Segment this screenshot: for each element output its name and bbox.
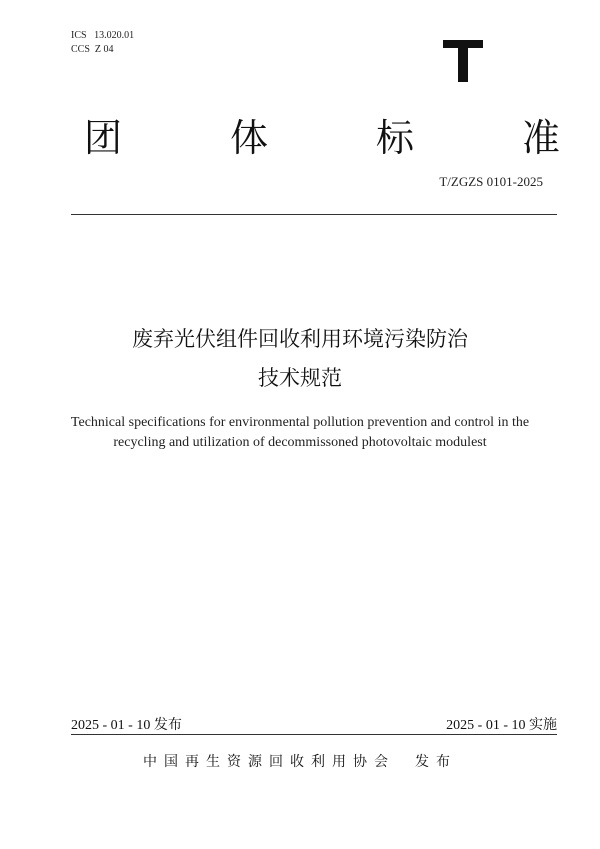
issue-date (71, 716, 182, 735)
publisher-action: 发布 (415, 754, 457, 770)
standard-code: T/ZGZS 0101-2025 (439, 174, 543, 189)
standard-type-char: 准 (521, 116, 560, 160)
standard-type-char: 团 (84, 116, 123, 160)
ccs-code: Z 04 (94, 44, 114, 55)
standard-type-char: 体 (229, 116, 268, 160)
ccs-line (71, 43, 134, 57)
standard-type-logo (443, 40, 483, 82)
title-zh-line1: 废弃光伏组件回收利用环境污染防治 (132, 327, 468, 351)
publisher-line (0, 752, 600, 772)
issue-date-value: 2025 - 01 - 10 (71, 718, 151, 733)
footer-divider (71, 734, 557, 735)
implement-date-value: 2025 - 01 - 10 (446, 718, 526, 733)
implement-date-label: 实施 (529, 717, 557, 733)
classification-codes (71, 29, 134, 57)
title-zh-line2: 技术规范 (258, 366, 342, 390)
header-divider (71, 214, 557, 215)
ics-line (71, 29, 134, 43)
ics-code: 13.020.01 (94, 30, 135, 41)
title-en-line1: Technical specifications for environmental pollution prevention and control in the (70, 415, 530, 430)
ics-label: ICS (71, 30, 87, 41)
title-en-line2: recycling and utilization of decommissoned photovoltaic modulest (113, 435, 487, 450)
standard-type-char: 标 (375, 116, 414, 160)
issue-date-label: 发布 (153, 717, 182, 733)
publisher-name: 中国再生资源回收利用协会 (143, 754, 395, 770)
ccs-label: CCS (71, 44, 90, 55)
standard-type-title (84, 112, 560, 164)
implement-date (446, 716, 557, 735)
